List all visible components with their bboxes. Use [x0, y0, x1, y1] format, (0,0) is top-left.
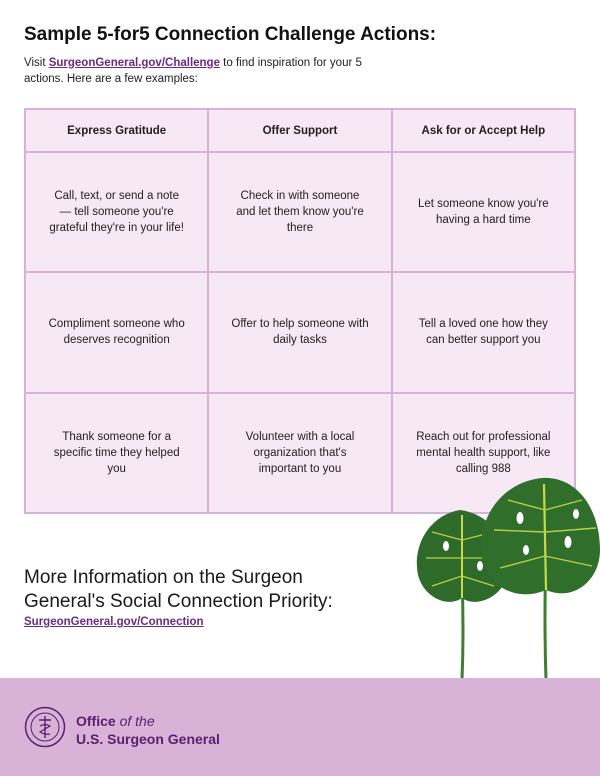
table-cell: Compliment someone who deserves recognition: [26, 273, 207, 391]
page-title: Sample 5-for5 Connection Challenge Actions:: [24, 24, 437, 45]
table-cell: Call, text, or send a note — tell someone you're grateful they're in your life!: [26, 153, 207, 271]
public-health-service-seal-icon: [24, 706, 66, 748]
org-line-2: U.S. Surgeon General: [76, 731, 220, 747]
intro-suffix: to find inspiration for your 5 actions. Here are a few examples:: [24, 57, 362, 85]
more-info-heading: More Information on the Surgeon General's Social Connection Priority:: [24, 567, 333, 612]
table-cell: Volunteer with a local organization that's important to you: [209, 394, 390, 512]
header-ask-for-help: Ask for or Accept Help: [393, 110, 574, 151]
table-cell: Reach out for professional mental health support, like calling 988: [393, 394, 574, 512]
challenge-link[interactable]: SurgeonGeneral.gov/Challenge: [48, 57, 220, 69]
connection-link[interactable]: SurgeonGeneral.gov/Connection: [24, 616, 204, 628]
header-offer-support: Offer Support: [209, 110, 390, 151]
header-express-gratitude: Express Gratitude: [26, 110, 207, 151]
table-cell: Check in with someone and let them know you're there: [209, 153, 390, 271]
org-of-the: of the: [119, 713, 155, 729]
intro-prefix: Visit: [24, 57, 49, 69]
table-cell: Let someone know you're having a hard time: [393, 153, 574, 271]
table-cell: Thank someone for a specific time they helped you: [26, 394, 207, 512]
intro-text: [24, 55, 384, 87]
org-line-1: [76, 712, 220, 730]
org-name: [76, 712, 220, 748]
org-office: Office: [76, 713, 120, 729]
actions-table: [24, 108, 576, 514]
table-cell: Offer to help someone with daily tasks: [209, 273, 390, 391]
table-cell: Tell a loved one how they can better support you: [393, 273, 574, 391]
monstera-plant-icon: [410, 470, 600, 680]
